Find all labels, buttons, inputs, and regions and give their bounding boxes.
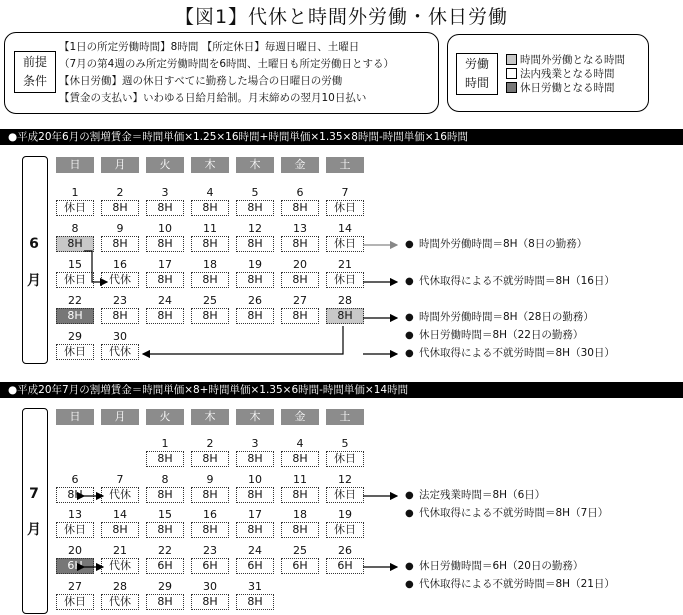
day-number: 3 [251, 437, 259, 450]
day-number: 6 [296, 186, 304, 199]
bullet-icon: ● [405, 561, 414, 572]
note-text: 代休取得による不就労時間＝8H（16日） [419, 275, 615, 287]
day-number: 20 [293, 258, 307, 271]
day-cell: 8H [191, 308, 229, 324]
day-cell: 休日 [56, 522, 94, 538]
day-number: 21 [338, 258, 352, 271]
day-cell: 8H [236, 272, 274, 288]
day-cell: 6H [326, 558, 364, 574]
day-cell: 代休 [101, 272, 139, 288]
bullet-icon: ● [405, 239, 414, 250]
day-cell: 6H [56, 558, 94, 574]
day-number: 30 [113, 330, 127, 343]
day-number: 21 [113, 544, 127, 557]
day-number: 5 [341, 437, 349, 450]
day-cell: 休日 [56, 200, 94, 216]
weekday-header: 月 [101, 409, 139, 425]
day-cell: 代休 [101, 594, 139, 610]
day-cell: 8H [56, 308, 94, 324]
day-number: 14 [113, 508, 127, 521]
weekday-header: 火 [146, 157, 184, 173]
day-number: 9 [206, 473, 214, 486]
day-number: 28 [113, 580, 127, 593]
day-cell: 6H [281, 558, 319, 574]
day-cell: 休日 [56, 344, 94, 360]
condition-line: 【休日労働】週の休日すべてに勤務した場合の日曜日の労働 [59, 75, 343, 87]
day-number: 12 [338, 473, 352, 486]
day-cell: 8H [146, 272, 184, 288]
bullet-icon: ● [405, 276, 414, 287]
july-formula-bar: ●平成20年7月の割増賃金＝時間単価×8+時間単価×1.35×6時間-時間単価×14時間 [0, 382, 683, 398]
day-number: 13 [68, 508, 82, 521]
day-number: 2 [116, 186, 124, 199]
day-cell: 6H [191, 558, 229, 574]
day-cell: 代休 [101, 487, 139, 503]
day-cell: 8H [281, 522, 319, 538]
day-number: 1 [161, 437, 169, 450]
day-number: 6 [71, 473, 79, 486]
day-number: 8 [71, 222, 79, 235]
day-number: 26 [248, 294, 262, 307]
bullet-icon: ● [405, 312, 414, 323]
weekday-header: 木 [236, 409, 274, 425]
day-number: 18 [203, 258, 217, 271]
day-cell: 8H [146, 487, 184, 503]
day-cell: 8H [191, 594, 229, 610]
day-number: 10 [158, 222, 172, 235]
june-formula-bar: ●平成20年6月の割増賃金＝時間単価×1.25×16時間+時間単価×1.35×8時間-時間単価×16時間 [0, 129, 683, 145]
day-number: 12 [248, 222, 262, 235]
day-cell: 休日 [326, 272, 364, 288]
day-number: 10 [248, 473, 262, 486]
day-number: 17 [248, 508, 262, 521]
day-cell: 8H [101, 200, 139, 216]
note-text: 代休取得による不就労時間＝8H（21日） [419, 578, 615, 590]
day-number: 27 [293, 294, 307, 307]
condition-line: 【1日の所定労働時間】8時間 【所定休日】毎週日曜日、土曜日 [59, 41, 360, 53]
day-cell: 休日 [56, 594, 94, 610]
day-cell: 6H [236, 558, 274, 574]
conditions-label-line2: 条件 [22, 74, 47, 88]
day-cell: 8H [236, 594, 274, 610]
day-number: 8 [161, 473, 169, 486]
day-number: 29 [68, 330, 82, 343]
day-cell: 8H [281, 272, 319, 288]
day-number: 26 [338, 544, 352, 557]
note-text: 代休取得による不就労時間＝8H（30日） [419, 347, 615, 359]
day-cell: 8H [56, 487, 94, 503]
legend-item-overtime: 時間外労働となる時間 [506, 54, 625, 67]
note-text: 代休取得による不就労時間＝8H（7日） [419, 507, 609, 519]
day-number: 11 [293, 473, 307, 486]
day-cell: 8H [101, 236, 139, 252]
day-cell: 8H [281, 308, 319, 324]
figure-title: 【図1】代休と時間外労働・休日労働 [174, 6, 509, 28]
note-text: 休日労働時間＝6H（20日の勤務） [419, 560, 584, 572]
day-cell: 8H [146, 451, 184, 467]
bullet-icon: ● [405, 508, 414, 519]
day-number: 16 [113, 258, 127, 271]
day-cell: 8H [191, 451, 229, 467]
day-cell: 8H [191, 236, 229, 252]
day-number: 1 [71, 186, 79, 199]
note-text: 法定残業時間＝8H（6日） [419, 489, 546, 501]
day-cell: 休日 [326, 451, 364, 467]
day-number: 15 [158, 508, 172, 521]
day-cell: 8H [146, 522, 184, 538]
day-cell: 8H [326, 308, 364, 324]
day-cell: 休日 [56, 272, 94, 288]
day-cell: 8H [281, 236, 319, 252]
day-number: 23 [113, 294, 127, 307]
day-number: 31 [248, 580, 262, 593]
day-number: 22 [68, 294, 82, 307]
note-text: 時間外労働時間＝8H（8日の勤務） [419, 238, 588, 250]
day-cell: 休日 [326, 200, 364, 216]
day-number: 29 [158, 580, 172, 593]
day-number: 5 [251, 186, 259, 199]
day-cell: 休日 [326, 236, 364, 252]
day-number: 11 [203, 222, 217, 235]
day-cell: 8H [101, 522, 139, 538]
day-number: 19 [338, 508, 352, 521]
day-number: 2 [206, 437, 214, 450]
day-number: 15 [68, 258, 82, 271]
day-number: 25 [293, 544, 307, 557]
day-number: 17 [158, 258, 172, 271]
legend-label-line2: 時間 [464, 76, 489, 90]
day-number: 27 [68, 580, 82, 593]
arrow-june-28-to-30 [143, 326, 343, 354]
day-cell: 休日 [326, 522, 364, 538]
day-cell: 8H [236, 522, 274, 538]
note-text: 時間外労働時間＝8H（28日の勤務） [419, 311, 594, 323]
day-number: 24 [248, 544, 262, 557]
legend-label-line1: 労働 [464, 57, 489, 71]
day-number: 19 [248, 258, 262, 271]
day-cell: 8H [146, 200, 184, 216]
day-cell: 8H [101, 308, 139, 324]
weekday-header: 木 [191, 157, 229, 173]
day-cell: 8H [191, 487, 229, 503]
day-number: 30 [203, 580, 217, 593]
bullet-icon: ● [405, 490, 414, 501]
day-number: 25 [203, 294, 217, 307]
day-cell: 8H [236, 487, 274, 503]
bullet-icon: ● [405, 348, 414, 359]
bullet-icon: ● [405, 330, 414, 341]
day-cell: 6H [146, 558, 184, 574]
day-number: 4 [206, 186, 214, 199]
day-cell: 8H [236, 236, 274, 252]
day-cell: 8H [191, 522, 229, 538]
weekday-header: 木 [236, 157, 274, 173]
day-number: 7 [116, 473, 124, 486]
day-cell: 8H [281, 200, 319, 216]
day-number: 16 [203, 508, 217, 521]
day-number: 24 [158, 294, 172, 307]
weekday-header: 金 [281, 157, 319, 173]
day-number: 28 [338, 294, 352, 307]
arrow-june-8-to-16 [84, 251, 107, 282]
weekday-header: 月 [101, 157, 139, 173]
day-number: 20 [68, 544, 82, 557]
day-number: 7 [341, 186, 349, 199]
day-cell: 8H [191, 200, 229, 216]
day-cell: 8H [281, 451, 319, 467]
weekday-header: 木 [191, 409, 229, 425]
condition-line: 【賃金の支払い】いわゆる日給月給制。月末締めの翌月10日払い [59, 92, 367, 104]
day-cell: 8H [191, 272, 229, 288]
day-cell: 8H [146, 308, 184, 324]
day-cell: 8H [281, 487, 319, 503]
day-number: 13 [293, 222, 307, 235]
weekday-header: 火 [146, 409, 184, 425]
condition-line: （7月の第4週のみ所定労働時間を6時間、土曜日も所定労働日とする） [59, 58, 395, 70]
weekday-header: 土 [326, 409, 364, 425]
day-number: 22 [158, 544, 172, 557]
day-number: 18 [293, 508, 307, 521]
legend-item-internal-overtime: 法内残業となる時間 [506, 68, 615, 81]
day-cell: 8H [56, 236, 94, 252]
conditions-label-line1: 前提 [22, 55, 47, 69]
bullet-icon: ● [405, 579, 414, 590]
day-number: 23 [203, 544, 217, 557]
day-cell: 代休 [101, 558, 139, 574]
day-cell: 8H [236, 451, 274, 467]
june-month-number: 6 [29, 236, 39, 252]
june-month-label: 月 [27, 273, 41, 289]
day-cell: 代休 [101, 344, 139, 360]
day-cell: 8H [236, 200, 274, 216]
july-month-label: 月 [27, 522, 41, 538]
july-month-number: 7 [29, 486, 39, 502]
legend-item-holiday-work: 休日労働となる時間 [506, 82, 615, 95]
weekday-header: 土 [326, 157, 364, 173]
day-number: 14 [338, 222, 352, 235]
day-cell: 8H [236, 308, 274, 324]
day-number: 4 [296, 437, 304, 450]
day-number: 3 [161, 186, 169, 199]
day-cell: 休日 [326, 487, 364, 503]
note-text: 休日労働時間＝8H（22日の勤務） [419, 329, 584, 341]
weekday-header: 金 [281, 409, 319, 425]
weekday-header: 日 [56, 157, 94, 173]
day-cell: 8H [146, 594, 184, 610]
day-number: 9 [116, 222, 124, 235]
weekday-header: 日 [56, 409, 94, 425]
day-cell: 8H [146, 236, 184, 252]
